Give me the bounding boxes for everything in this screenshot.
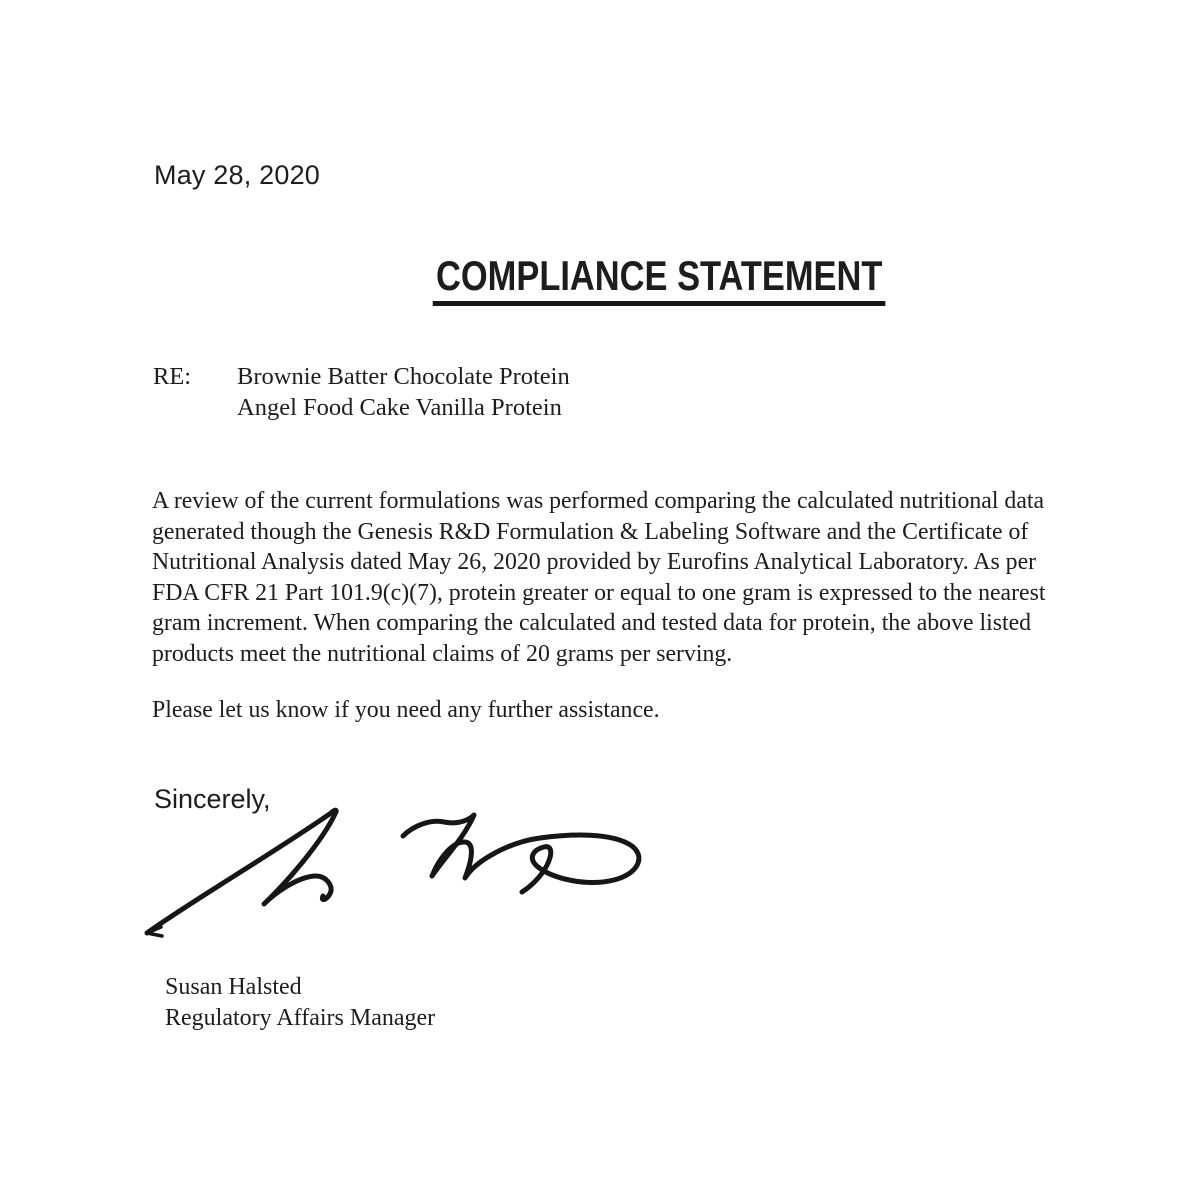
letter-date: May 28, 2020 — [154, 160, 321, 190]
signature-image — [120, 790, 720, 960]
body-line: gram increment. When comparing the calculated and tested data for protein, the above listed — [152, 610, 1032, 637]
valediction: Sincerely, — [154, 784, 271, 814]
page-title: COMPLIANCE STATEMENT — [432, 252, 885, 306]
re-item-product-2: Angel Food Cake Vanilla Protein — [237, 394, 562, 421]
re-item-product-1: Brownie Batter Chocolate Protein — [237, 363, 570, 390]
body-line: A review of the current formulations was performed comparing the calculated nutritional data — [152, 488, 1045, 514]
body-line: FDA CFR 21 Part 101.9(c)(7), protein greater or equal to one gram is expressed to the nearest — [152, 579, 1046, 606]
title-row — [59, 252, 1200, 306]
signer-title: Regulatory Affairs Manager — [165, 1004, 436, 1031]
body-paragraph — [152, 486, 1045, 670]
body-line: products meet the nutritional claims of 20 grams per serving. — [152, 640, 733, 667]
body-line: generated though the Genesis R&D Formulation & Labeling Software and the Certificate of — [152, 518, 1029, 545]
signer-block — [165, 972, 435, 1033]
re-block — [153, 361, 570, 423]
body-line: Nutritional Analysis dated May 26, 2020 provided by Eurofins Analytical Laboratory. As per — [152, 549, 1037, 576]
re-label: RE: — [153, 363, 192, 390]
signer-name: Susan Halsted — [165, 974, 302, 1000]
re-items — [237, 361, 570, 423]
closing-line: Please let us know if you need any further assistance. — [152, 697, 660, 723]
